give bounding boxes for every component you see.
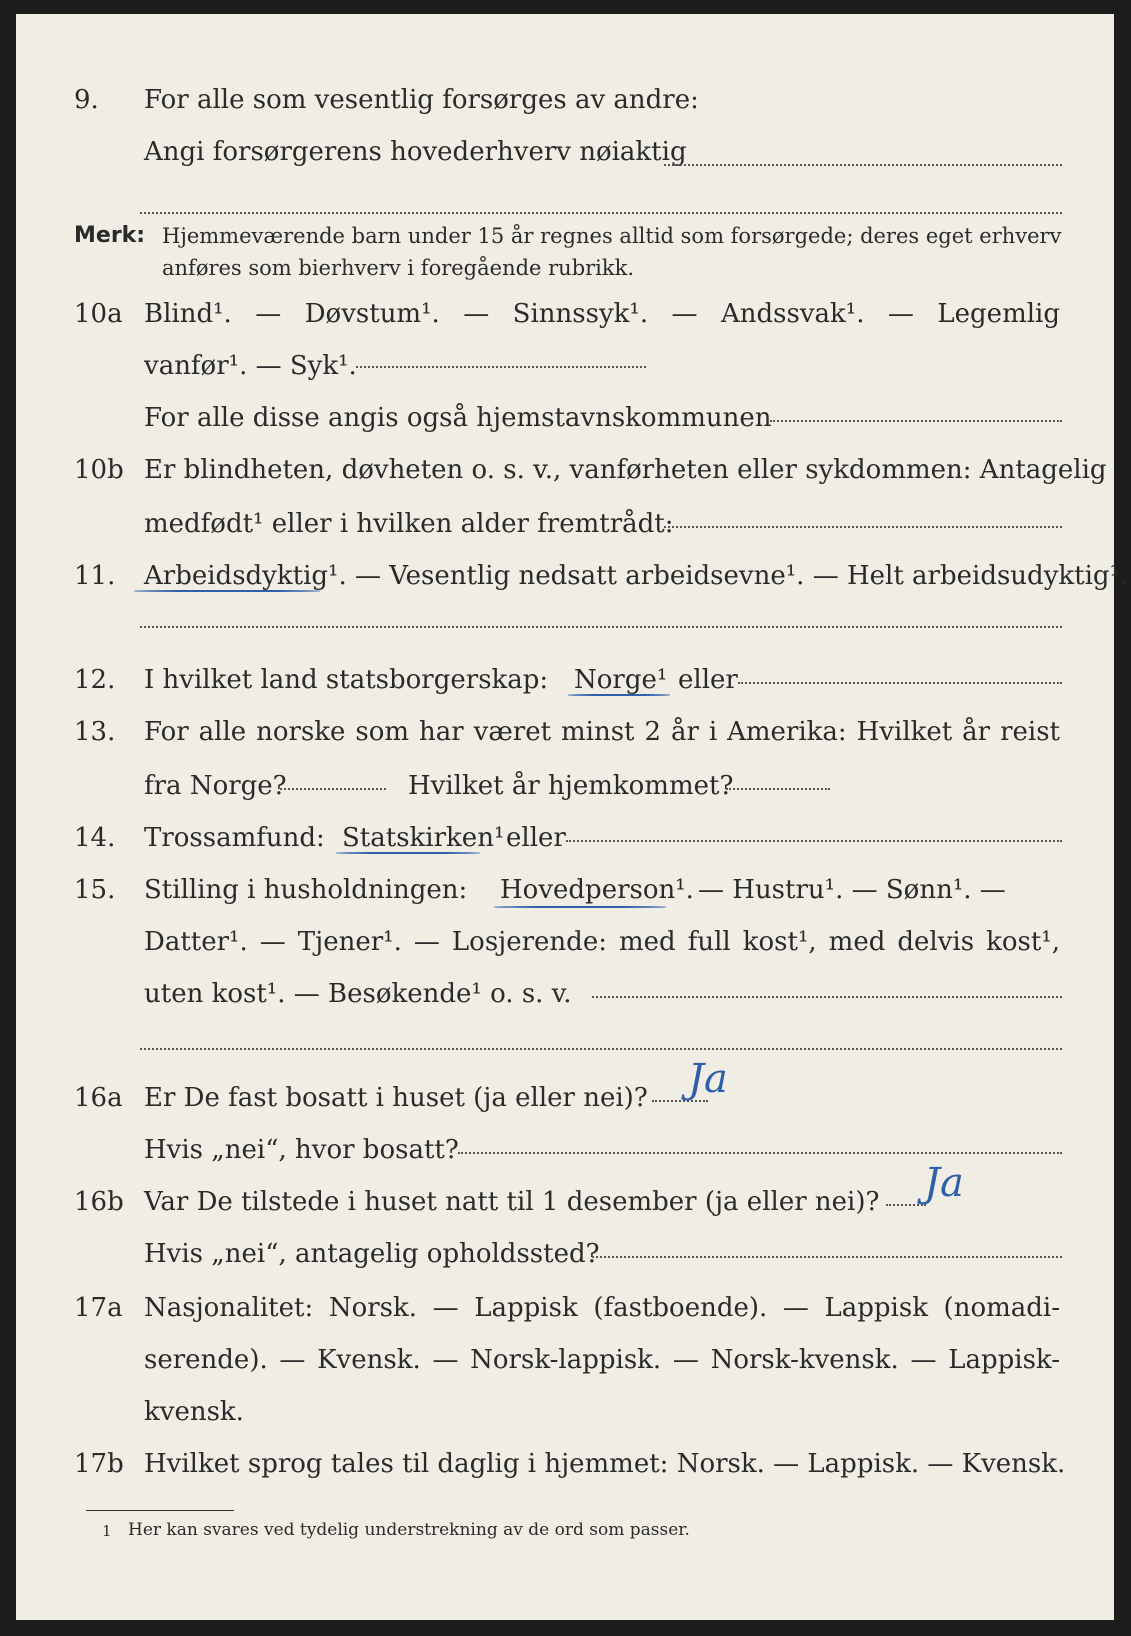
q17a-row-3 bbox=[16, 1392, 1114, 1432]
q16a-row bbox=[16, 1078, 1114, 1118]
q16b-number: 16b bbox=[74, 1187, 124, 1217]
footnote-rule bbox=[86, 1510, 234, 1511]
q10b-row-2 bbox=[16, 504, 1114, 544]
q10b-row bbox=[16, 450, 1114, 490]
q9-occupation-label: Angi forsørgerens hovederhverv nøiaktig bbox=[144, 137, 687, 167]
q16a-number: 16a bbox=[74, 1083, 123, 1113]
q11-text: Arbeidsdyktig¹. — Vesentlig nedsatt arbeidsevne¹. — Helt arbeidsudyktig¹. bbox=[144, 561, 1129, 591]
q15-text-a: Stilling i husholdningen: bbox=[144, 875, 468, 905]
q9-answer-line[interactable] bbox=[664, 164, 1062, 166]
q10a-row-3 bbox=[16, 398, 1114, 438]
q12-answer-line[interactable] bbox=[738, 682, 1062, 684]
q9-row bbox=[16, 80, 1114, 120]
q9-text: For alle som vesentlig forsørges av andre: bbox=[144, 85, 699, 115]
q10a-number: 10a bbox=[74, 299, 123, 329]
q17a-text-3: kvensk. bbox=[144, 1397, 244, 1427]
q15-answer-line[interactable] bbox=[592, 996, 1062, 998]
q15-underline-mark bbox=[494, 906, 666, 908]
footnote-text: Her kan svares ved tydelig understrekning av de ord som passer. bbox=[128, 1520, 690, 1540]
q15-number: 15. bbox=[74, 875, 116, 905]
q9-row-2 bbox=[16, 132, 1114, 172]
q9-answer-line-2[interactable] bbox=[140, 212, 1062, 214]
merk-label: Merk: bbox=[74, 223, 146, 248]
q14-text-a: Trossamfund: bbox=[144, 823, 325, 853]
q10b-text-2: medfødt¹ eller i hvilken alder fremtrådt: bbox=[144, 509, 674, 539]
q16b-text-2: Hvis „nei“, antagelig opholdssted? bbox=[144, 1239, 600, 1269]
q15-text-3: uten kost¹. — Besøkende¹ o. s. v. bbox=[144, 979, 572, 1009]
q11-number: 11. bbox=[74, 561, 116, 591]
footnote-mark: 1 bbox=[102, 1522, 112, 1540]
q13-text-1: For alle norske som har været minst 2 år i Amerika: Hvilket år reist bbox=[144, 717, 1060, 747]
q11-answer-line[interactable] bbox=[140, 626, 1062, 628]
merk-text-1: Hjemmeværende barn under 15 år regnes alltid som forsørgede; deres eget erhverv bbox=[162, 224, 1062, 248]
q14-underline-mark bbox=[336, 852, 480, 854]
q15-answer-line-2[interactable] bbox=[140, 1048, 1062, 1050]
q10a-answer-line[interactable] bbox=[356, 366, 646, 368]
census-form-page bbox=[16, 14, 1129, 1620]
q17a-row bbox=[16, 1288, 1114, 1328]
q10a-municipality-line[interactable] bbox=[770, 420, 1062, 422]
q13-row bbox=[16, 712, 1114, 752]
q13-number: 13. bbox=[74, 717, 116, 747]
q12-text-a: I hvilket land statsborgerskap: bbox=[144, 665, 549, 695]
q16b-row-2 bbox=[16, 1234, 1114, 1274]
q14-number: 14. bbox=[74, 823, 116, 853]
q16b-answer-line[interactable] bbox=[886, 1204, 926, 1206]
q10a-text-2: vanfør¹. — Syk¹. bbox=[144, 351, 357, 381]
q10a-text-1: Blind¹. — Døvstum¹. — Sinnssyk¹. — Andssvak¹. — Legemlig bbox=[144, 299, 1060, 329]
q15-text-c: — Hustru¹. — Sønn¹. — bbox=[698, 875, 1006, 905]
q17a-number: 17a bbox=[74, 1293, 123, 1323]
q10b-text-1: Er blindheten, døvheten o. s. v., vanførheten eller sykdommen: Antagelig bbox=[144, 455, 1107, 485]
q16a-residence-line[interactable] bbox=[458, 1152, 1062, 1154]
q12-text-norway: Norge¹ bbox=[574, 665, 668, 695]
q10b-number: 10b bbox=[74, 455, 124, 485]
q16b-handwritten-answer: Ja bbox=[924, 1160, 964, 1206]
q17a-row-2 bbox=[16, 1340, 1114, 1380]
q16a-text-2: Hvis „nei“, hvor bosatt? bbox=[144, 1135, 459, 1165]
q14-answer-line[interactable] bbox=[566, 840, 1062, 842]
q13-text-2a: fra Norge? bbox=[144, 771, 287, 801]
q10a-row bbox=[16, 294, 1114, 334]
q17b-row bbox=[16, 1444, 1114, 1484]
q14-row bbox=[16, 818, 1114, 858]
q17b-number: 17b bbox=[74, 1449, 124, 1479]
q14-text-or: eller bbox=[506, 823, 566, 853]
q12-row bbox=[16, 660, 1114, 700]
q16b-location-line[interactable] bbox=[592, 1256, 1062, 1258]
q9-number: 9. bbox=[74, 85, 99, 115]
q13-year-returned-line[interactable] bbox=[726, 788, 830, 790]
q15-text-head: Hovedperson¹. bbox=[500, 875, 694, 905]
merk-row-2 bbox=[16, 248, 1114, 288]
q16a-handwritten-answer: Ja bbox=[688, 1056, 728, 1102]
q17a-text-2: serende). — Kvensk. — Norsk-lappisk. — Norsk-kvensk. — Lappisk- bbox=[144, 1345, 1060, 1375]
q17a-text-1: Nasjonalitet: Norsk. — Lappisk (fastboende). — Lappisk (nomadi- bbox=[144, 1293, 1060, 1323]
q12-text-or: eller bbox=[678, 665, 738, 695]
q14-text-church: Statskirken¹ bbox=[342, 823, 505, 853]
q16b-text-1: Var De tilstede i huset natt til 1 desember (ja eller nei)? bbox=[144, 1187, 880, 1217]
q10a-text-3: For alle disse angis også hjemstavnskommunen bbox=[144, 403, 772, 433]
q16a-text-1: Er De fast bosatt i huset (ja eller nei)? bbox=[144, 1083, 648, 1113]
q15-row-3 bbox=[16, 974, 1114, 1014]
q10b-answer-line[interactable] bbox=[664, 526, 1062, 528]
q12-number: 12. bbox=[74, 665, 116, 695]
merk-text-2: anføres som bierhverv i foregående rubrikk. bbox=[162, 256, 635, 280]
q15-text-2: Datter¹. — Tjener¹. — Losjerende: med full kost¹, med delvis kost¹, bbox=[144, 927, 1060, 957]
q13-row-2 bbox=[16, 766, 1114, 806]
q15-row-2 bbox=[16, 922, 1114, 962]
q11-underline-mark bbox=[134, 590, 320, 592]
q17b-text: Hvilket sprog tales til daglig i hjemmet: Norsk. — Lappisk. — Kvensk. bbox=[144, 1449, 1066, 1479]
q13-text-2b: Hvilket år hjemkommet? bbox=[408, 771, 734, 801]
q12-underline-mark bbox=[568, 694, 670, 696]
q13-year-left-line[interactable] bbox=[280, 788, 386, 790]
q15-row bbox=[16, 870, 1114, 910]
